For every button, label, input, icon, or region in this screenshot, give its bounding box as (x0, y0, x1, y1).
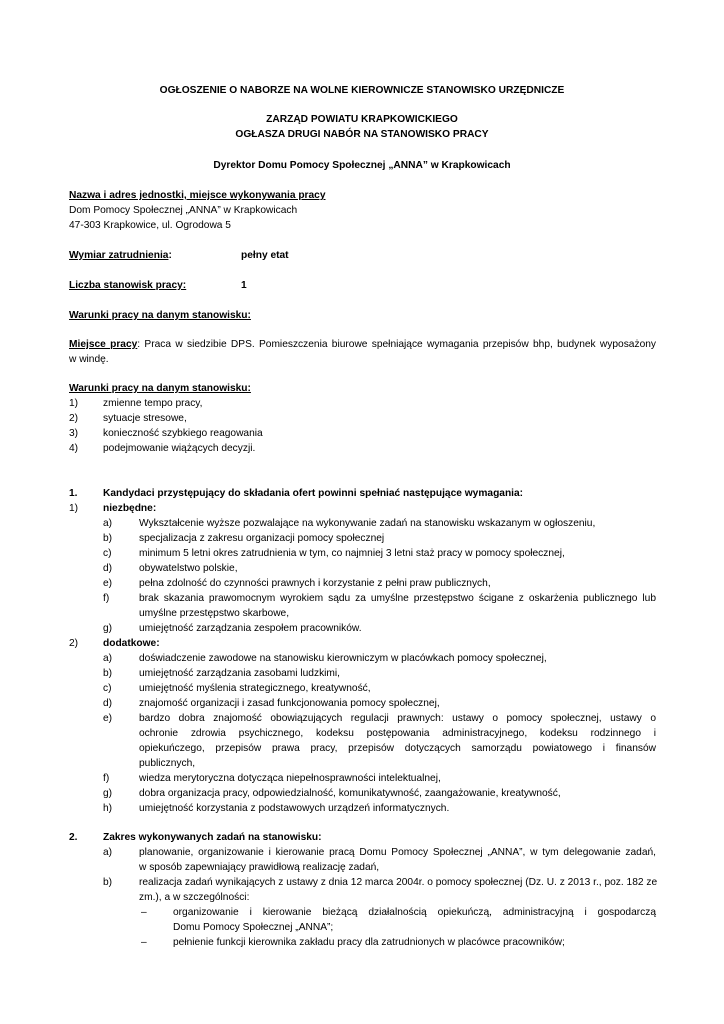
item-letter: b) (103, 668, 113, 679)
dash-bullet: – (141, 937, 147, 948)
item-letter: d) (103, 698, 113, 709)
item-text-continued: ochronie zdrowia psychicznego, kodeksu postępowania administracyjnego, kodeksu rodzinnego i (139, 728, 656, 739)
item-letter: f) (103, 773, 110, 784)
unit-name: Dom Pomocy Społecznej „ANNA” w Krapkowicach (69, 205, 298, 216)
item-letter: b) (103, 533, 113, 544)
conditions-list-heading: Warunki pracy na danym stanowisku: (69, 383, 251, 394)
section2-title: Zakres wykonywanych zadań na stanowisku: (103, 832, 322, 843)
announcement-title: OGŁOSZENIE O NABORZE NA WOLNE KIEROWNICZE STANOWISKO URZĘDNICZE (159, 85, 565, 96)
item-letter: b) (103, 877, 113, 888)
item-text: realizacja zadań wynikających z ustawy z dnia 12 marca 2004r. o pomocy społecznej (Dz. U. z 2013 r., poz. 182 ze (139, 877, 658, 888)
employment-row (69, 248, 172, 263)
unit-heading: Nazwa i adres jednostki, miejsce wykonywania pracy (69, 190, 326, 201)
workplace-text: : Praca w siedzibie DPS. Pomieszczenia biurowe spełniające wymagania przepisów bhp, budynek wyposażony (137, 339, 656, 350)
item-text: umiejętność myślenia strategicznego, kreatywność, (139, 683, 371, 694)
recruitment-heading: OGŁASZA DRUGI NABÓR NA STANOWISKO PRACY (235, 129, 489, 140)
condition-text: podejmowanie wiążących decyzji. (103, 443, 256, 454)
dash-item-text-continued: Domu Pomocy Społecznej „ANNA”; (173, 922, 334, 933)
item-text: minimum 5 letni okres zatrudnienia w tym, co najmniej 3 letni staż pracy w pomocy społecznej, (139, 548, 565, 559)
item-text: pełna zdolność do czynności prawnych i korzystanie z pełni praw publicznych, (139, 578, 491, 589)
employment-colon: : (168, 250, 172, 261)
condition-text: zmienne tempo pracy, (103, 398, 203, 409)
item-letter: h) (103, 803, 113, 814)
board-name: ZARZĄD POWIATU KRAPKOWICKIEGO (266, 114, 458, 125)
unit-address: 47-303 Krapkowice, ul. Ogrodowa 5 (69, 220, 231, 231)
additional-number: 2) (69, 638, 79, 649)
additional-title: dodatkowe: (103, 638, 160, 649)
required-number: 1) (69, 503, 79, 514)
item-letter: e) (103, 578, 113, 589)
item-text: umiejętność zarządzania zespołem pracowników. (139, 623, 362, 634)
item-text: Wykształcenie wyższe pozwalające na wykonywanie zadań na stanowisku wskazanym w ogłoszeniu, (139, 518, 596, 529)
workplace-label: Miejsce pracy (69, 339, 138, 350)
item-letter: g) (103, 623, 113, 634)
workplace-line1 (69, 337, 656, 352)
dash-bullet: – (141, 907, 147, 918)
item-letter: d) (103, 563, 113, 574)
item-letter: e) (103, 713, 113, 724)
condition-text: sytuacje stresowe, (103, 413, 187, 424)
item-text: znajomość organizacji i zasad funkcjonowania pomocy społecznej, (139, 698, 440, 709)
item-text: doświadczenie zawodowe na stanowisku kierowniczym w placówkach pomocy społecznej, (139, 653, 547, 664)
condition-num: 1) (69, 398, 79, 409)
dash-item-text: pełnienie funkcji kierownika zakładu pracy dla zatrudnionych w placówce pracowników; (173, 937, 565, 948)
positions-value: 1 (241, 280, 247, 291)
section2-number: 2. (69, 832, 78, 843)
item-text: bardzo dobra znajomość obowiązujących regulacji prawnych: ustawy o pomocy społecznej, ustawy o (139, 713, 656, 724)
item-text-continued: umyślne przestępstwo skarbowe, (139, 608, 290, 619)
positions-label: Liczba stanowisk pracy: (69, 280, 187, 291)
position-title: Dyrektor Domu Pomocy Społecznej „ANNA” w Krapkowicach (213, 160, 511, 171)
workplace-line2: w windę. (69, 354, 109, 365)
item-text: obywatelstwo polskie, (139, 563, 238, 574)
condition-num: 4) (69, 443, 79, 454)
condition-text: konieczność szybkiego reagowania (103, 428, 263, 439)
item-text: umiejętność korzystania z podstawowych urządzeń informatycznych. (139, 803, 450, 814)
item-text-continued: opiekuńczego, przepisów prawa pracy, przepisów dotyczących samorządu powiatowego i finansów (139, 743, 656, 754)
item-letter: a) (103, 653, 113, 664)
item-text: planowanie, organizowanie i kierowanie pracą Domu Pomocy Społecznej „ANNA”, w tym delegowanie zadań, (139, 847, 656, 858)
item-text-continued: w sposób zapewniający prawidłową realizację zadań, (139, 862, 380, 873)
required-title: niezbędne: (103, 503, 157, 514)
item-text-continued: zm.), a w szczególności: (139, 892, 250, 903)
item-letter: a) (103, 518, 113, 529)
item-text: wiedza merytoryczna dotycząca niepełnosprawności intelektualnej, (139, 773, 441, 784)
item-text: brak skazania prawomocnym wyrokiem sądu za umyślne przestępstwo ścigane z oskarżenia publicznego lub (139, 593, 656, 604)
conditions-heading: Warunki pracy na danym stanowisku: (69, 310, 251, 321)
item-letter: c) (103, 548, 112, 559)
item-text: dobra organizacja pracy, odpowiedzialność, komunikatywność, zaangażowanie, kreatywność, (139, 788, 561, 799)
item-letter: a) (103, 847, 113, 858)
dash-item-text: organizowanie i kierowanie bieżącą działalnością opiekuńczą, administracyjną i gospodarczą (173, 907, 656, 918)
item-letter: g) (103, 788, 113, 799)
condition-num: 3) (69, 428, 79, 439)
section1-number: 1. (69, 488, 78, 499)
employment-value: pełny etat (241, 250, 289, 261)
item-letter: f) (103, 593, 110, 604)
condition-num: 2) (69, 413, 79, 424)
item-text: specjalizacja z zakresu organizacji pomocy społecznej (139, 533, 385, 544)
section1-title: Kandydaci przystępujący do składania ofert powinni spełniać następujące wymagania: (103, 488, 524, 499)
item-text-continued: publicznych, (139, 758, 196, 769)
item-letter: c) (103, 683, 112, 694)
item-text: umiejętność zarządzania zasobami ludzkimi, (139, 668, 341, 679)
employment-label: Wymiar zatrudnienia (69, 250, 169, 261)
